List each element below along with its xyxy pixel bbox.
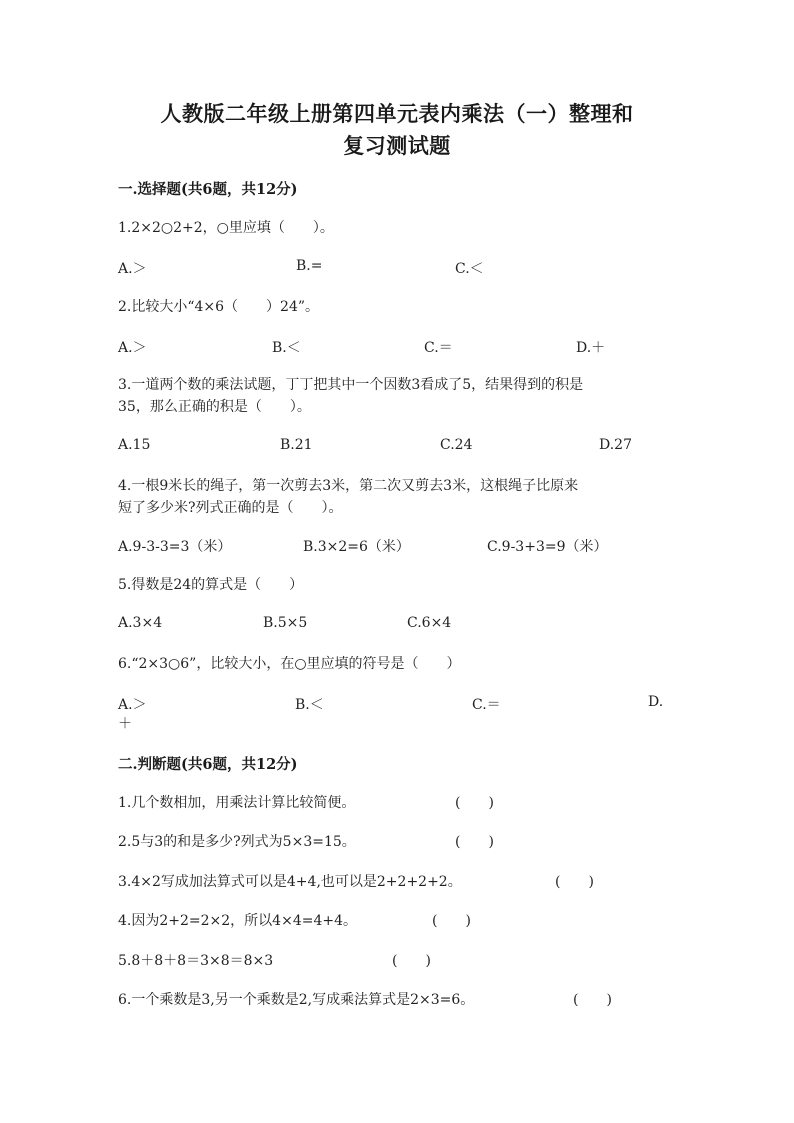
choice-q3-option-b: B.21 xyxy=(280,437,313,453)
judge-q1-answer-blank: ( ) xyxy=(455,795,494,811)
judge-q4-answer-blank: ( ) xyxy=(432,913,471,929)
choice-q5-option-a: A.3×4 xyxy=(118,615,163,631)
judge-question-6: 6.一个乘数是3,另一个乘数是2,写成乘法算式是2×3=6。 xyxy=(118,992,475,1008)
choice-q6-option-c: C.＝ xyxy=(472,697,501,713)
choice-question-4-line2: 短了多少米?列式正确的是（ ）。 xyxy=(118,500,343,516)
choice-q6-option-a: A.＞ xyxy=(118,697,147,713)
choice-q4-option-c: C.9-3+3=9（米） xyxy=(487,539,608,555)
judge-question-1: 1.几个数相加，用乘法计算比较简便。 xyxy=(118,795,356,811)
choice-q4-option-a: A.9-3-3=3（米） xyxy=(118,539,232,555)
choice-q6-option-d-value: ＋ xyxy=(118,716,132,732)
document-title-line1: 人教版二年级上册第四单元表内乘法（一）整理和 xyxy=(160,101,634,126)
choice-q2-option-b: B.＜ xyxy=(272,340,301,356)
choice-question-4-line1: 4.一根9米长的绳子，第一次剪去3米，第二次又剪去3米，这根绳子比原来 xyxy=(118,478,579,494)
choice-question-2: 2.比较大小“4×6（ ）24”。 xyxy=(118,299,320,315)
choice-q1-option-b: B.= xyxy=(296,258,323,274)
choice-q4-option-b: B.3×2=6（米） xyxy=(303,539,410,555)
judge-q5-answer-blank: ( ) xyxy=(392,953,431,969)
choice-q6-option-b: B.＜ xyxy=(295,697,324,713)
choice-q3-option-a: A.15 xyxy=(118,437,151,453)
choice-q3-option-d: D.27 xyxy=(599,437,632,453)
judge-q2-answer-blank: ( ) xyxy=(455,834,494,850)
choice-question-3-line2: 35，那么正确的积是（ ）。 xyxy=(118,399,311,415)
judge-question-2: 2.5与3的和是多少?列式为5×3=15。 xyxy=(118,834,356,850)
choice-q1-option-a: A.＞ xyxy=(118,261,147,277)
choice-q5-option-c: C.6×4 xyxy=(407,615,452,631)
choice-q3-option-c: C.24 xyxy=(440,437,473,453)
choice-question-3-line1: 3.一道两个数的乘法试题，丁丁把其中一个因数3看成了5，结果得到的积是 xyxy=(118,377,584,393)
choice-q6-option-d: D. xyxy=(648,694,664,710)
section-heading-judgement: 二.判断题(共6题，共12分) xyxy=(118,756,298,773)
choice-q2-option-d: D.＋ xyxy=(576,340,606,356)
judge-question-3: 3.4×2写成加法算式可以是4+4,也可以是2+2+2+2。 xyxy=(118,874,462,890)
document-title-line2: 复习测试题 xyxy=(343,133,451,158)
choice-q2-option-c: C.＝ xyxy=(424,340,453,356)
choice-q2-option-a: A.＞ xyxy=(118,340,147,356)
choice-q5-option-b: B.5×5 xyxy=(263,615,308,631)
judge-question-5: 5.8＋8＋8＝3×8＝8×3 xyxy=(118,953,274,969)
choice-q1-option-c: C.＜ xyxy=(455,261,484,277)
section-heading-choice: 一.选择题(共6题，共12分) xyxy=(118,181,298,198)
choice-question-1: 1.2×2○2+2，○里应填（ ）。 xyxy=(118,220,334,236)
judge-question-4: 4.因为2+2=2×2，所以4×4=4+4。 xyxy=(118,913,357,929)
choice-question-5: 5.得数是24的算式是（ ） xyxy=(118,577,304,593)
judge-q6-answer-blank: ( ) xyxy=(573,992,612,1008)
judge-q3-answer-blank: ( ) xyxy=(555,874,594,890)
choice-question-6: 6.“2×3○6”，比较大小，在○里应填的符号是（ ） xyxy=(118,656,461,672)
